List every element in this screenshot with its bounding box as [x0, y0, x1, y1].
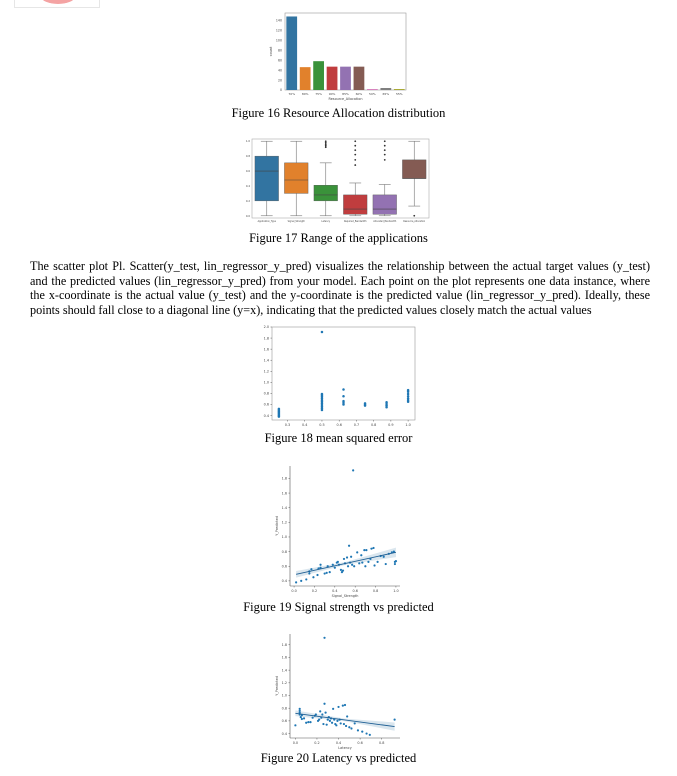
- x-tick-label: 0.6: [336, 423, 342, 427]
- data-point: [327, 719, 329, 721]
- data-point: [346, 556, 348, 558]
- y-tick-label: 20: [277, 78, 282, 83]
- data-point: [348, 545, 350, 547]
- partial-logo-frame: [14, 0, 100, 8]
- box: [314, 185, 338, 201]
- y-tick-label: 0.6: [281, 719, 287, 724]
- data-point: [383, 556, 385, 558]
- y-tick-label: 0.8: [263, 391, 269, 396]
- data-point: [295, 581, 297, 583]
- data-point: [350, 727, 352, 729]
- y-tick-label: 0.0: [245, 214, 250, 218]
- data-point: [354, 722, 356, 724]
- y-axis-label: Y_Predicted: [275, 516, 279, 536]
- data-point: [343, 558, 345, 560]
- data-point: [319, 710, 321, 712]
- box: [402, 160, 426, 179]
- bar: [394, 89, 405, 90]
- data-point: [365, 549, 367, 551]
- data-point: [350, 556, 352, 558]
- data-point: [395, 560, 397, 562]
- data-point: [369, 734, 371, 736]
- data-point: [361, 561, 363, 563]
- bar: [313, 61, 324, 90]
- plot-frame: [272, 327, 415, 420]
- y-axis-label: count: [269, 46, 273, 57]
- data-point: [370, 548, 372, 550]
- outlier-point: [354, 145, 356, 147]
- data-point: [342, 705, 344, 707]
- x-tick-label: 55%: [395, 92, 403, 96]
- box: [284, 163, 308, 194]
- data-point: [342, 395, 345, 398]
- x-axis-label: Latency: [338, 746, 352, 750]
- outlier-point: [384, 140, 386, 142]
- data-point: [367, 561, 369, 563]
- x-tick-label: 80%: [301, 92, 309, 96]
- x-tick-label: 0.4: [335, 741, 342, 745]
- data-point: [361, 731, 363, 733]
- figure-18-caption: Figure 18 mean squared error: [264, 431, 413, 445]
- data-point: [332, 564, 334, 566]
- data-point: [352, 469, 354, 471]
- data-point: [299, 708, 301, 710]
- data-point: [358, 562, 360, 564]
- data-point: [331, 722, 333, 724]
- x-tick-label: 0.4: [332, 589, 338, 593]
- y-tick-label: 60: [277, 58, 282, 63]
- partial-logo-shape: [41, 0, 75, 4]
- data-point: [342, 570, 344, 572]
- data-point: [312, 717, 314, 719]
- data-point: [372, 547, 374, 549]
- data-point: [321, 713, 323, 715]
- x-tick-label: 0.5: [319, 423, 325, 427]
- x-tick-label: Required_Bandwidth: [344, 220, 367, 223]
- data-point: [407, 393, 410, 396]
- y-tick-label: 1.2: [281, 681, 287, 686]
- outlier-point: [384, 159, 386, 161]
- figure-16-caption: Figure 16 Resource Allocation distribution: [231, 106, 446, 120]
- y-tick-label: 140: [275, 18, 282, 23]
- confidence-band: [296, 548, 396, 578]
- data-point: [309, 721, 311, 723]
- data-point: [363, 549, 365, 551]
- y-tick-label: 0.4: [263, 413, 269, 418]
- data-point: [334, 567, 336, 569]
- figure-20-regression-plot: [260, 630, 410, 750]
- y-tick-label: 120: [275, 28, 282, 33]
- data-point: [307, 721, 309, 723]
- x-tick-label: Application_Type: [257, 220, 276, 223]
- x-tick-label: 75%: [315, 92, 322, 96]
- y-tick-label: 0: [279, 88, 282, 93]
- data-point: [348, 726, 350, 728]
- x-tick-label: 0.0: [291, 589, 297, 593]
- data-point: [332, 708, 334, 710]
- data-point: [323, 637, 325, 639]
- figure-16-bar-chart: [255, 8, 415, 106]
- figure-20-caption: Figure 20 Latency vs predicted: [260, 751, 417, 765]
- y-tick-label: 1.2: [281, 520, 287, 525]
- outlier-point: [354, 149, 356, 151]
- outlier-point: [354, 140, 356, 142]
- bar: [340, 67, 351, 90]
- x-tick-label: 0.9: [388, 423, 394, 427]
- x-tick-label: 60%: [355, 92, 363, 96]
- x-tick-label: 50%: [369, 92, 376, 96]
- data-point: [340, 569, 342, 571]
- x-tick-label: 0.4: [302, 423, 308, 427]
- y-tick-label: 1.8: [281, 476, 287, 481]
- box: [373, 195, 397, 214]
- x-tick-label: 1.0: [393, 589, 399, 593]
- y-tick-label: 100: [275, 38, 282, 43]
- figure-19-caption: Figure 19 Signal strength vs predicted: [243, 600, 434, 614]
- data-point: [322, 723, 324, 725]
- data-point: [278, 408, 281, 411]
- data-point: [394, 563, 396, 565]
- data-point: [407, 389, 410, 392]
- confidence-band: [295, 710, 394, 730]
- x-tick-label: 0.7: [353, 423, 360, 427]
- data-point: [324, 572, 326, 574]
- outlier-point: [354, 164, 356, 166]
- x-tick-label: 0.2: [314, 741, 320, 745]
- x-tick-label: 0.8: [372, 589, 379, 593]
- y-tick-label: 0.8: [245, 155, 250, 159]
- data-point: [344, 704, 346, 706]
- y-tick-label: 0.2: [245, 199, 250, 203]
- data-point: [299, 710, 301, 712]
- y-tick-label: 40: [277, 68, 282, 73]
- outlier-point: [384, 154, 386, 156]
- data-point: [356, 551, 358, 553]
- data-point: [316, 574, 318, 576]
- data-point: [319, 564, 321, 566]
- data-point: [340, 722, 342, 724]
- y-tick-label: 0.4: [281, 731, 287, 736]
- x-tick-label: 0.3: [284, 423, 291, 427]
- x-tick-label: 0.8: [378, 741, 385, 745]
- y-tick-label: 0.4: [245, 184, 250, 188]
- x-tick-label: 0.6: [357, 741, 363, 745]
- data-point: [342, 388, 345, 391]
- y-tick-label: 2.0: [263, 325, 269, 330]
- bar: [286, 16, 297, 90]
- figure-17-box-plot: [240, 136, 435, 228]
- x-axis-label: Signal_Strength: [331, 594, 359, 598]
- x-tick-label: Allocated_Bandwidth: [373, 220, 397, 223]
- data-point: [329, 720, 331, 722]
- data-point: [303, 717, 305, 719]
- data-point: [364, 402, 367, 405]
- data-point: [342, 400, 345, 403]
- y-tick-label: 1.6: [281, 655, 287, 660]
- x-tick-label: 0.8: [370, 423, 377, 427]
- y-tick-label: 0.8: [281, 706, 287, 711]
- bar: [300, 67, 311, 90]
- data-point: [337, 561, 339, 563]
- box: [343, 195, 367, 214]
- bar: [367, 89, 378, 90]
- x-tick-label: 1.0: [405, 423, 411, 427]
- y-tick-label: 0.4: [281, 579, 287, 584]
- data-point: [310, 568, 312, 570]
- data-point: [385, 563, 387, 565]
- body-paragraph: The scatter plot Pl. Scatter(y_test, lin_regressor_y_pred) visualizes the relationship between the actual target values (y_test) and the predicted values (lin_regressor_y_pred) from your model. Each point on the plot represents one data instance, where the x-coordinate is the actual value (y_test) and the y-coordinate is the predicted value (lin_regressor_y_pred). Ideally, these points should fall close to a diagonal line (y=x), indicating that the predicted values closely match the actual values: [30, 259, 650, 318]
- data-point: [346, 715, 348, 717]
- bar: [380, 88, 391, 90]
- y-tick-label: 1.4: [263, 358, 269, 363]
- y-tick-label: 1.0: [281, 535, 287, 540]
- x-tick-label: 0.0: [292, 741, 299, 745]
- y-tick-label: 1.8: [281, 642, 287, 647]
- data-point: [326, 572, 328, 574]
- data-point: [321, 393, 324, 396]
- data-point: [365, 732, 367, 734]
- x-tick-label: 90%: [328, 92, 336, 96]
- data-point: [337, 706, 339, 708]
- data-point: [336, 720, 338, 722]
- y-tick-label: 1.0: [245, 140, 250, 144]
- box: [255, 156, 279, 201]
- data-point: [312, 576, 314, 578]
- data-point: [329, 571, 331, 573]
- data-point: [345, 725, 347, 727]
- y-tick-label: 0.6: [281, 564, 287, 569]
- x-tick-label: 0.2: [311, 589, 318, 593]
- y-tick-label: 1.4: [281, 505, 287, 510]
- x-tick-label: Resource_Allocation: [403, 220, 426, 223]
- y-tick-label: 1.2: [263, 369, 269, 374]
- data-point: [300, 716, 302, 718]
- data-point: [305, 578, 307, 580]
- y-tick-label: 0.6: [245, 170, 250, 174]
- outlier-point: [325, 140, 327, 142]
- data-point: [324, 712, 326, 714]
- data-point: [300, 580, 302, 582]
- data-point: [321, 331, 324, 334]
- data-point: [335, 724, 337, 726]
- data-point: [394, 719, 396, 721]
- y-tick-label: 1.0: [281, 693, 287, 698]
- y-axis-label: Y_Predicted: [275, 676, 279, 696]
- bar: [327, 67, 338, 90]
- data-point: [343, 723, 345, 725]
- y-tick-label: 1.4: [281, 668, 287, 673]
- x-tick-label: Signal_Strength: [287, 220, 305, 223]
- data-point: [364, 565, 366, 567]
- y-tick-label: 80: [277, 48, 282, 53]
- data-point: [326, 724, 328, 726]
- data-point: [315, 713, 317, 715]
- y-tick-label: 0.8: [281, 549, 287, 554]
- x-tick-label: 65%: [382, 92, 390, 96]
- data-point: [407, 395, 410, 398]
- figure-18-scatter-plot: [255, 322, 425, 432]
- x-axis-label: Resource_Allocation: [328, 97, 363, 101]
- y-tick-label: 1.6: [263, 347, 269, 352]
- y-tick-label: 1.8: [263, 336, 269, 341]
- figure-19-regression-plot: [260, 462, 410, 600]
- data-point: [347, 565, 349, 567]
- data-point: [385, 401, 388, 404]
- data-point: [308, 572, 310, 574]
- regression-line: [295, 713, 394, 726]
- data-point: [353, 565, 355, 567]
- outlier-point: [354, 159, 356, 161]
- x-tick-label: 70%: [288, 92, 296, 96]
- outlier-point: [354, 154, 356, 156]
- x-tick-label: 0.6: [352, 589, 358, 593]
- data-point: [360, 554, 362, 556]
- x-tick-label: 85%: [342, 92, 349, 96]
- y-tick-label: 0.6: [263, 402, 269, 407]
- data-point: [305, 722, 307, 724]
- data-point: [376, 561, 378, 563]
- y-tick-label: 1.0: [263, 380, 269, 385]
- y-tick-label: 1.6: [281, 491, 287, 496]
- data-point: [351, 564, 353, 566]
- data-point: [318, 719, 320, 721]
- outlier-point: [384, 149, 386, 151]
- outlier-point: [413, 215, 415, 217]
- data-point: [407, 397, 410, 400]
- data-point: [357, 729, 359, 731]
- data-point: [301, 718, 303, 720]
- outlier-point: [384, 145, 386, 147]
- data-point: [323, 703, 325, 705]
- bar: [354, 67, 365, 90]
- figure-17-caption: Figure 17 Range of the applications: [249, 231, 428, 245]
- regression-line: [296, 552, 396, 574]
- x-tick-label: Latency: [321, 220, 331, 223]
- data-point: [294, 724, 296, 726]
- data-point: [373, 564, 375, 566]
